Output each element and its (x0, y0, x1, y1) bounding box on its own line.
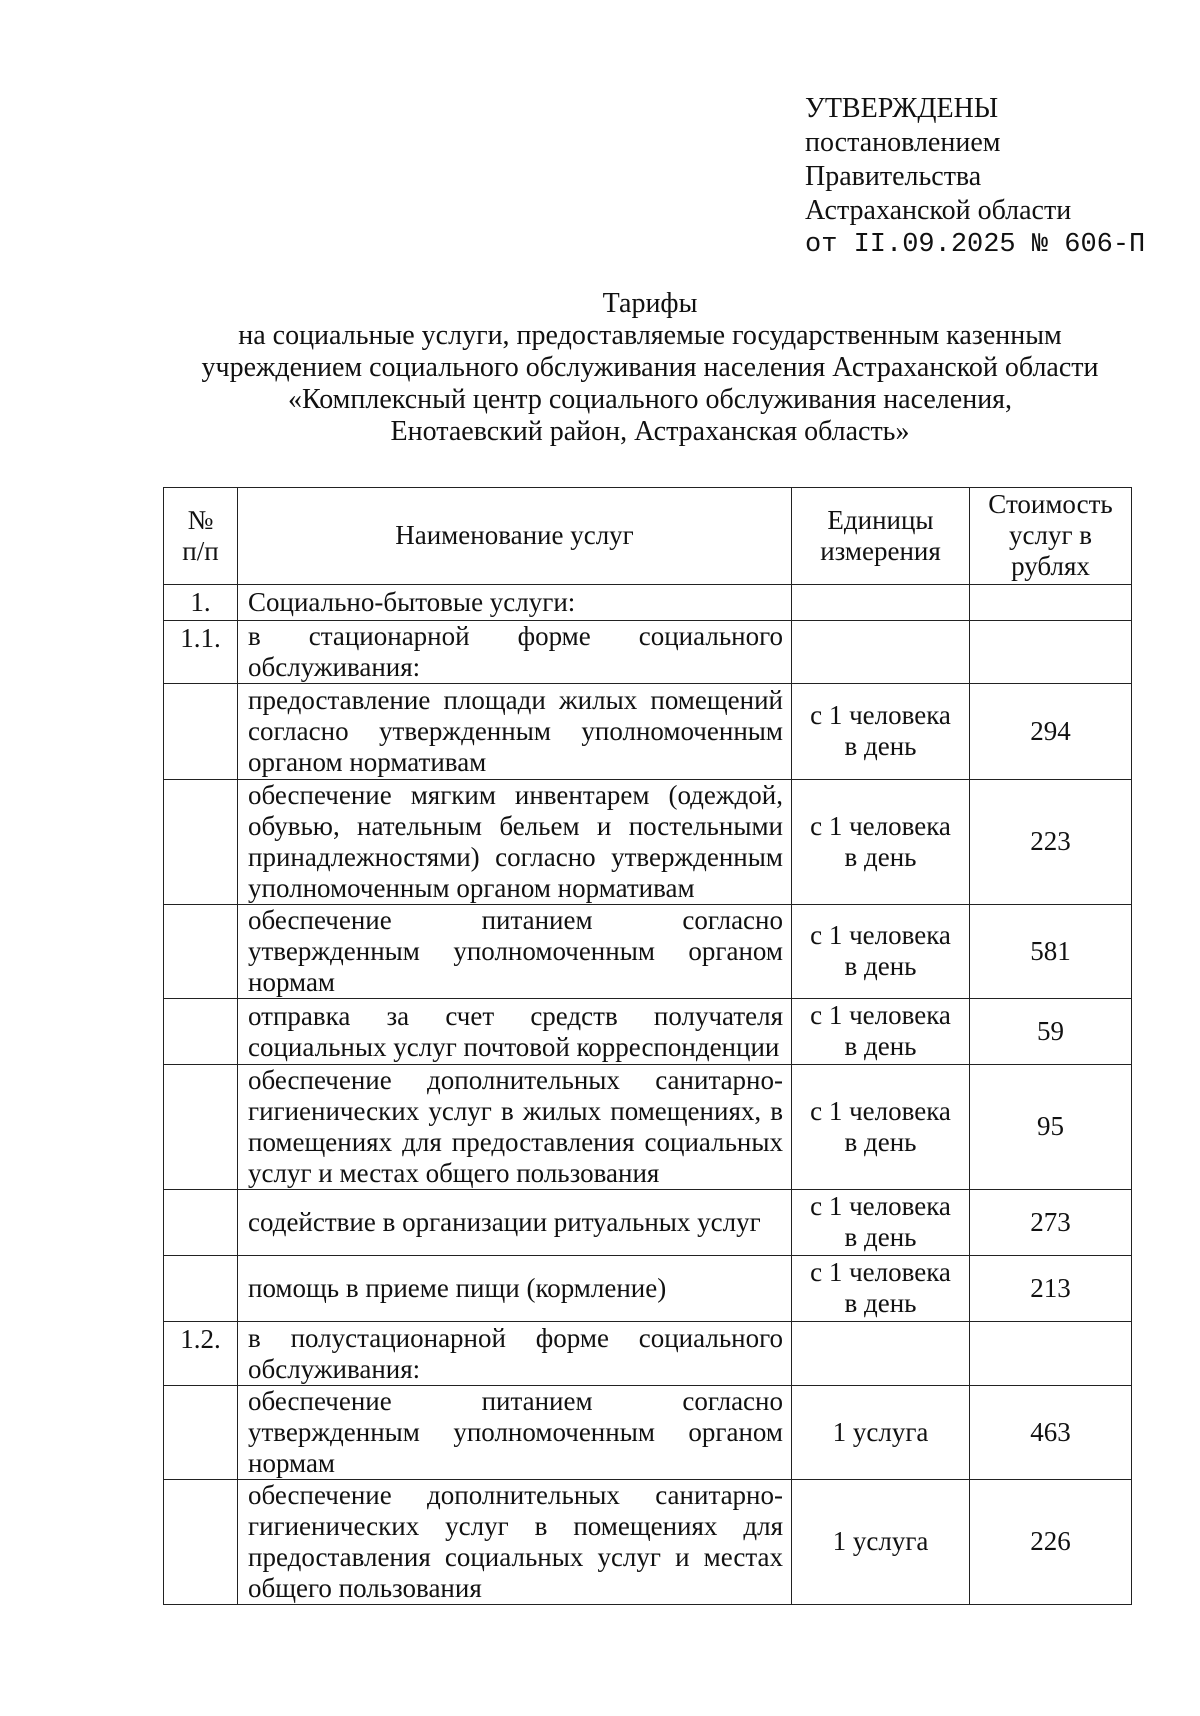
table-row (164, 905, 1132, 999)
unit-of-measure: с 1 человека в день (792, 905, 970, 999)
header-unit: Единицы измерения (792, 488, 970, 585)
row-number: 1.1. (164, 621, 238, 684)
service-cost (970, 585, 1132, 621)
service-name: содействие в организации ритуальных услуг (238, 1190, 792, 1256)
row-number (164, 780, 238, 905)
table-row (164, 780, 1132, 905)
row-number (164, 1386, 238, 1480)
service-cost (970, 621, 1132, 684)
approval-block (805, 92, 1145, 262)
heading-line-2: учреждением социального обслуживания населения Астраханской области (201, 352, 1099, 383)
unit-of-measure: с 1 человека в день (792, 1065, 970, 1190)
table-row (164, 1322, 1132, 1386)
tariffs-table (163, 487, 1132, 1605)
heading-line-4: Енотаевский район, Астраханская область» (390, 416, 910, 447)
service-name: обеспечение дополнительных санитарно-гигиенических услуг в помещениях для предоставления социальных услуг и местах общего пользования (238, 1480, 792, 1605)
table-row (164, 684, 1132, 780)
approval-line-3: Астраханской области (805, 195, 1072, 226)
approval-line-2: Правительства (805, 161, 982, 192)
heading-line-3: «Комплексный центр социального обслуживания населения, (287, 384, 1013, 415)
table-row (164, 1386, 1132, 1480)
service-name: обеспечение мягким инвентарем (одеждой, обувью, нательным бельем и постельными принадлежностями) согласно утвержденным уполномоченным органом нормативам (238, 780, 792, 905)
service-name: предоставление площади жилых помещений согласно утвержденным уполномоченным органом нормативам (238, 684, 792, 780)
row-number (164, 999, 238, 1065)
service-name: обеспечение дополнительных санитарно-гигиенических услуг в жилых помещениях, в помещениях для предоставления социальных услуг и местах общего пользования (238, 1065, 792, 1190)
heading-line-1: на социальные услуги, предоставляемые государственным казенным (238, 320, 1062, 351)
service-cost: 213 (970, 1256, 1132, 1322)
unit-of-measure: с 1 человека в день (792, 780, 970, 905)
service-name: помощь в приеме пищи (кормление) (238, 1256, 792, 1322)
unit-of-measure (792, 585, 970, 621)
table-row (164, 1256, 1132, 1322)
row-number (164, 1256, 238, 1322)
row-number (164, 684, 238, 780)
row-number: 1. (164, 585, 238, 621)
service-cost (970, 1322, 1132, 1386)
table-row (164, 1190, 1132, 1256)
heading-title: Тарифы (602, 288, 698, 319)
table-body (164, 585, 1132, 1605)
service-cost: 463 (970, 1386, 1132, 1480)
table-row (164, 999, 1132, 1065)
service-cost: 59 (970, 999, 1132, 1065)
unit-of-measure: 1 услуга (792, 1480, 970, 1605)
service-name: обеспечение питанием согласно утвержденным уполномоченным органом нормам (238, 905, 792, 999)
service-cost: 294 (970, 684, 1132, 780)
row-number (164, 1190, 238, 1256)
approval-title: УТВЕРЖДЕНЫ (805, 93, 999, 124)
service-name: в полустационарной форме социального обслуживания: (238, 1322, 792, 1386)
service-cost: 226 (970, 1480, 1132, 1605)
unit-of-measure (792, 621, 970, 684)
unit-of-measure (792, 1322, 970, 1386)
unit-of-measure: с 1 человека в день (792, 1190, 970, 1256)
service-cost: 223 (970, 780, 1132, 905)
unit-of-measure: с 1 человека в день (792, 1256, 970, 1322)
unit-of-measure: с 1 человека в день (792, 684, 970, 780)
unit-of-measure: 1 услуга (792, 1386, 970, 1480)
service-name: в стационарной форме социального обслуживания: (238, 621, 792, 684)
document-heading (150, 288, 1150, 448)
table-row (164, 1480, 1132, 1605)
header-name: Наименование услуг (238, 488, 792, 585)
service-name: Социально-бытовые услуги: (238, 585, 792, 621)
service-cost: 581 (970, 905, 1132, 999)
table-row (164, 585, 1132, 621)
service-name: отправка за счет средств получателя социальных услуг почтовой корреспонденции (238, 999, 792, 1065)
row-number (164, 905, 238, 999)
table-row (164, 1065, 1132, 1190)
approval-line-1: постановлением (805, 127, 1001, 158)
table-header-row (164, 488, 1132, 585)
service-cost: 95 (970, 1065, 1132, 1190)
unit-of-measure: с 1 человека в день (792, 999, 970, 1065)
service-cost: 273 (970, 1190, 1132, 1256)
row-number (164, 1065, 238, 1190)
row-number (164, 1480, 238, 1605)
header-num: № п/п (164, 488, 238, 585)
approval-date-number: от II.09.2025 № 606-П (805, 230, 1146, 260)
table-row (164, 621, 1132, 684)
service-name: обеспечение питанием согласно утвержденным уполномоченным органом нормам (238, 1386, 792, 1480)
row-number: 1.2. (164, 1322, 238, 1386)
header-cost: Стоимость услуг в рублях (970, 488, 1132, 585)
